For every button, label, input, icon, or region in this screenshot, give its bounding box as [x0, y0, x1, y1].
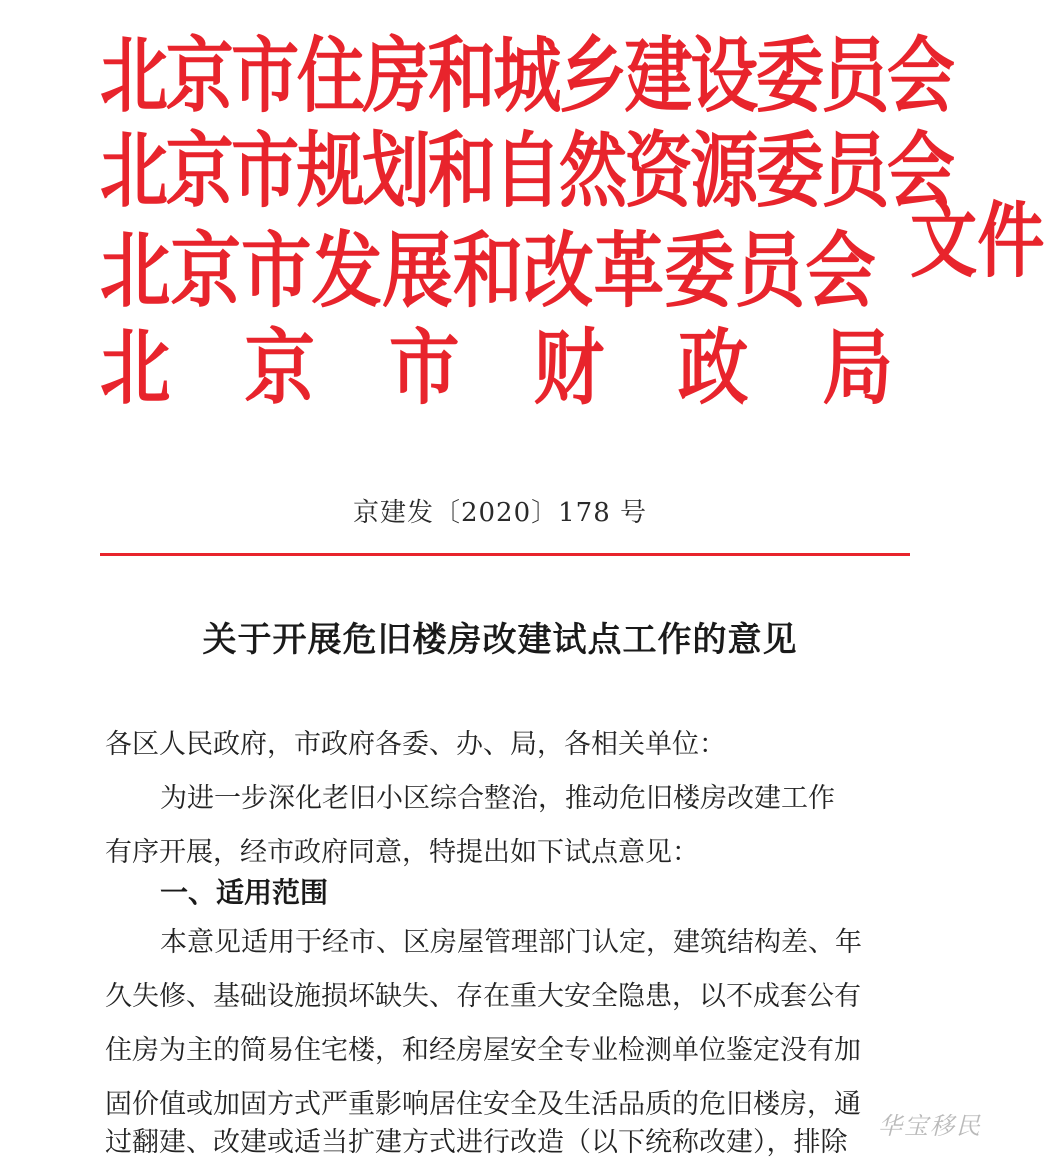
intro-paragraph-line: 为进一步深化老旧小区综合整治，推动危旧楼房改建工作 — [160, 783, 835, 814]
red-divider — [100, 553, 910, 556]
document-suffix: 文件 — [910, 194, 1045, 289]
section-heading: 一、适用范围 — [160, 876, 329, 909]
issuer-name: 北京市规划和自然资源委员会 — [100, 124, 953, 219]
issuer-name: 北京市住房和城乡建设委员会 — [100, 29, 953, 124]
recipients-line: 各区人民政府，市政府各委、办、局，各相关单位： — [105, 729, 726, 760]
section-paragraph-line: 本意见适用于经市、区房屋管理部门认定，建筑结构差、年 — [160, 927, 862, 958]
section-paragraph-line: 过翻建、改建或适当扩建方式进行改造（以下统称改建），排除 — [105, 1127, 848, 1158]
document-title: 关于开展危旧楼房改建试点工作的意见 — [202, 620, 798, 660]
intro-paragraph-line: 有序开展，经市政府同意，特提出如下试点意见： — [105, 837, 699, 868]
section-paragraph-line: 久失修、基础设施损坏缺失、存在重大安全隐患，以不成套公有 — [105, 981, 861, 1012]
watermark-logo: 华宝移民 — [878, 1112, 982, 1140]
document-number: 京建发〔2020〕178 号 — [352, 498, 648, 528]
issuer-header — [100, 18, 1045, 428]
section-paragraph-line: 住房为主的简易住宅楼，和经房屋安全专业检测单位鉴定没有加 — [105, 1035, 861, 1066]
issuer-name: 北京市财政局 — [100, 321, 967, 416]
issuer-name: 北京市发展和改革委员会 — [100, 224, 876, 319]
section-paragraph-line: 固价值或加固方式严重影响居住安全及生活品质的危旧楼房，通 — [105, 1089, 861, 1120]
